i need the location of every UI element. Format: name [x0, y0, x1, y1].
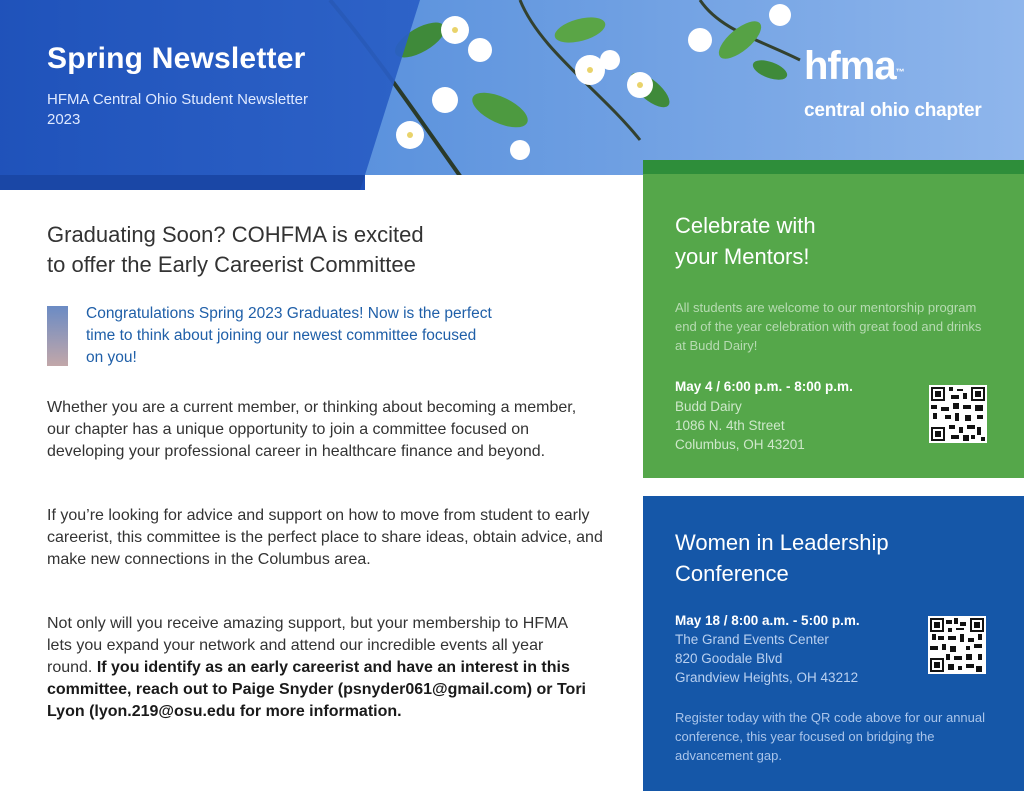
logo-wordmark: hfma™ — [804, 44, 904, 88]
mentors-qr-code-icon[interactable] — [929, 385, 987, 443]
mentors-title-line: Celebrate with — [675, 213, 816, 238]
mentors-street: 1086 N. 4th Street — [675, 418, 785, 433]
conference-title — [675, 527, 889, 589]
mentors-description: All students are welcome to our mentorship program end of the year celebration with great food and drinks at Budd Dairy! — [675, 300, 982, 353]
conference-qr-code-icon[interactable] — [928, 616, 986, 674]
green-accent-strip — [643, 160, 1024, 174]
conference-event-panel — [643, 496, 1024, 791]
logo-chapter-name: central ohio chapter — [804, 100, 982, 121]
conference-title-line: Conference — [675, 561, 789, 586]
main-heading — [47, 220, 517, 280]
mentors-city: Columbus, OH 43201 — [675, 437, 805, 452]
callout-box — [47, 303, 497, 365]
mentors-title-line: your Mentors! — [675, 244, 810, 269]
mentors-title — [675, 210, 816, 272]
mentors-event-panel — [643, 174, 1024, 478]
hfma-logo — [804, 44, 982, 122]
newsletter-title: Spring Newsletter — [47, 42, 306, 75]
main-heading-line: to offer the Early Careerist Committee — [47, 252, 416, 277]
logo-trademark: ™ — [895, 67, 904, 77]
main-heading-line: Graduating Soon? COHFMA is excited — [47, 222, 424, 247]
conference-city: Grandview Heights, OH 43212 — [675, 670, 859, 685]
body-paragraph: If you’re looking for advice and support on how to move from student to early careerist, this committee is the perfect place to share ideas, obtain advice, and make new connections in the Columbus area. — [47, 507, 603, 568]
conference-title-line: Women in Leadership — [675, 530, 889, 555]
conference-venue: The Grand Events Center — [675, 632, 829, 647]
conference-street: 820 Goodale Blvd — [675, 651, 783, 666]
mentors-date-time: May 4 / 6:00 p.m. - 8:00 p.m. — [675, 379, 853, 394]
subtitle-year: 2023 — [47, 111, 81, 128]
body-paragraph: Whether you are a current member, or thinking about becoming a member, our chapter has a unique opportunity to join a committee focused on developing your professional career in healthcare finance and beyond. — [47, 399, 577, 460]
mentors-venue: Budd Dairy — [675, 399, 742, 414]
body-text: Not only will you receive amazing support, but your membership to HFMA lets you expand your network and attend our incredible events all year round. — [47, 615, 568, 676]
subtitle-line: HFMA Central Ohio Student Newsletter — [47, 91, 308, 108]
callout-text: Congratulations Spring 2023 Graduates! Now is the perfect time to think about joining our newest committee focused on you! — [86, 305, 492, 366]
contact-callout-text: If you identify as an early careerist and have an interest in this committee, reach out to Paige Snyder (psnyder061@gmail.com) or Tori Lyon (lyon.219@osu.edu for more information. — [47, 659, 586, 720]
callout-accent-bar — [47, 306, 68, 366]
body-paragraph — [47, 613, 587, 723]
conference-date-time: May 18 / 8:00 a.m. - 5:00 p.m. — [675, 613, 860, 628]
newsletter-subtitle — [47, 90, 367, 130]
conference-description: Register today with the QR code above for our annual conference, this year focused on bridging the advancement gap. — [675, 710, 986, 763]
